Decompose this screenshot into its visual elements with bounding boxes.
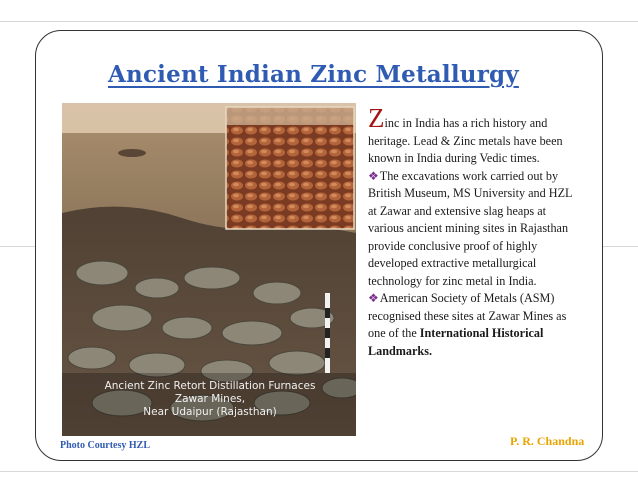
retort-inset-image — [226, 107, 354, 229]
author-name: P. R. Chandna — [510, 434, 585, 448]
paragraph-asm — [368, 290, 583, 360]
guide-line-bottom — [0, 471, 638, 472]
paragraph-intro — [368, 103, 583, 168]
diamond-bullet-icon: ❖ — [368, 291, 379, 305]
caption-line-1: Ancient Zinc Retort Distillation Furnaces — [104, 380, 316, 392]
excavations-text: The excavations work carried out by British Museum, MS University and HZL at Zawar and extensive slag heaps at various ancient mining sites in Rajasthan provide conclusive proof of highly developed extractive metallurgical technology for zinc metal in India. — [368, 168, 573, 288]
landmark-text: International Historical Landmarks. — [368, 326, 544, 358]
guide-line-top — [0, 21, 638, 22]
paragraph-excavations — [368, 168, 583, 291]
caption-line-3: Near Udaipur (Rajasthan) — [143, 406, 277, 418]
drop-cap-letter: Z — [368, 103, 385, 133]
intro-text: inc in India has a rich history and heritage. Lead & Zinc metals have been known in India during Vedic times. — [368, 116, 563, 165]
caption-line-2: Zawar Mines, — [174, 393, 246, 405]
asm-text: American Society of Metals (ASM) recognised these sites at Zawar Mines as one of the — [368, 291, 567, 340]
diamond-bullet-icon: ❖ — [368, 168, 379, 183]
photo-credit: Photo Courtesy HZL — [60, 440, 150, 451]
body-text — [368, 103, 583, 360]
slide-title: Ancient Indian Zinc Metallurgy — [108, 61, 519, 88]
photo-caption — [70, 380, 350, 419]
